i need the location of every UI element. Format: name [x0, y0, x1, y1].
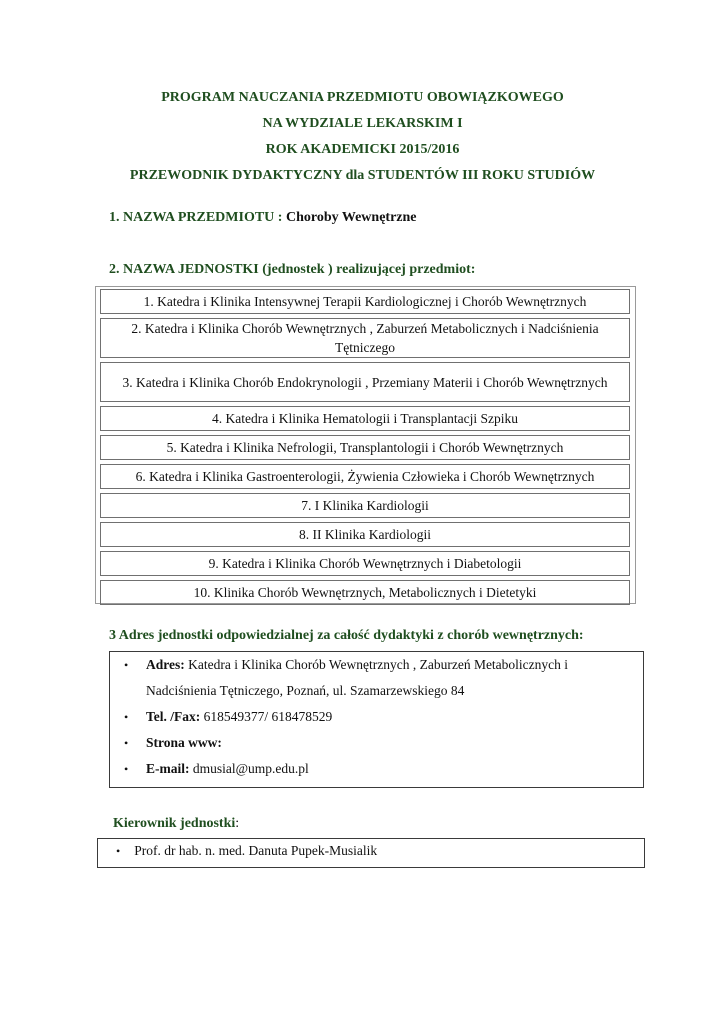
www-label: Strona www:: [146, 735, 222, 750]
phone-value: 618549377/ 618478529: [203, 709, 333, 724]
email-item: [110, 756, 635, 782]
section-units-title: 2. NAZWA JEDNOSTKI (jednostek ) realizującej przedmiot:: [109, 262, 476, 277]
header-title-line: PROGRAM NAUCZANIA PRZEDMIOTU OBOWIĄZKOWEGO: [161, 90, 564, 105]
bullet: •: [124, 762, 129, 776]
unit-row: 7. I Klinika Kardiologii: [100, 493, 630, 518]
email-value: dmusial@ump.edu.pl: [192, 761, 309, 776]
section-subject-value: Choroby Wewnętrzne: [285, 210, 417, 225]
unit-row: 3. Katedra i Klinika Chorób Endokrynologii , Przemiany Materii i Chorób Wewnętrznych: [100, 362, 630, 402]
bullet: •: [124, 658, 129, 672]
unit-row: 4. Katedra i Klinika Hematologii i Transplantacji Szpiku: [100, 406, 630, 431]
email-label: E-mail:: [146, 761, 190, 776]
head-of-unit-name: Prof. dr hab. n. med. Danuta Pupek-Musialik: [134, 843, 378, 858]
section-address-title: 3 Adres jednostki odpowiedzialnej za całość dydaktyki z chorób wewnętrznych:: [109, 628, 584, 643]
units-table: [95, 286, 636, 604]
phone-label: Tel. /Fax:: [146, 709, 201, 724]
address-item: [110, 652, 635, 704]
head-of-unit-box: [97, 838, 645, 868]
header-guide-line: PRZEWODNIK DYDAKTYCZNY dla STUDENTÓW III ROKU STUDIÓW: [129, 168, 596, 183]
head-of-unit-label: Kierownik jednostki: [113, 816, 236, 831]
unit-row: 6. Katedra i Klinika Gastroenterologii, Żywienia Człowieka i Chorób Wewnętrznych: [100, 464, 630, 489]
section-subject-name: [109, 210, 417, 226]
address-value: Katedra i Klinika Chorób Wewnętrznych , Zaburzeń Metabolicznych i Nadciśnienia Tętniczego, Poznań, ul. Szamarzewskiego 84: [146, 657, 569, 698]
header-faculty-line: NA WYDZIALE LEKARSKIM I: [262, 116, 463, 131]
bullet: •: [124, 710, 129, 724]
header-year-line: ROK AKADEMICKI 2015/2016: [265, 142, 460, 157]
section-subject-label: 1. NAZWA PRZEDMIOTU :: [109, 210, 283, 225]
address-label: Adres:: [146, 657, 185, 672]
unit-row: 1. Katedra i Klinika Intensywnej Terapii Kardiologicznej i Chorób Wewnętrznych: [100, 289, 630, 314]
bullet: •: [124, 736, 129, 750]
head-of-unit-item: [116, 843, 377, 859]
document-header: [0, 85, 725, 189]
unit-row: 2. Katedra i Klinika Chorób Wewnętrznych , Zaburzeń Metabolicznych i Nadciśnienia Tętniczego: [100, 318, 630, 358]
unit-row: 8. II Klinika Kardiologii: [100, 522, 630, 547]
bullet: •: [116, 844, 121, 858]
head-of-unit-title: [113, 816, 239, 832]
address-box: [109, 651, 644, 788]
unit-row: 9. Katedra i Klinika Chorób Wewnętrznych i Diabetologii: [100, 551, 630, 576]
unit-row: 10. Klinika Chorób Wewnętrznych, Metabolicznych i Dietetyki: [100, 580, 630, 605]
head-of-unit-colon: :: [235, 816, 240, 831]
unit-row: 5. Katedra i Klinika Nefrologii, Transplantologii i Chorób Wewnętrznych: [100, 435, 630, 460]
phone-item: [110, 704, 635, 730]
www-item: [110, 730, 635, 756]
